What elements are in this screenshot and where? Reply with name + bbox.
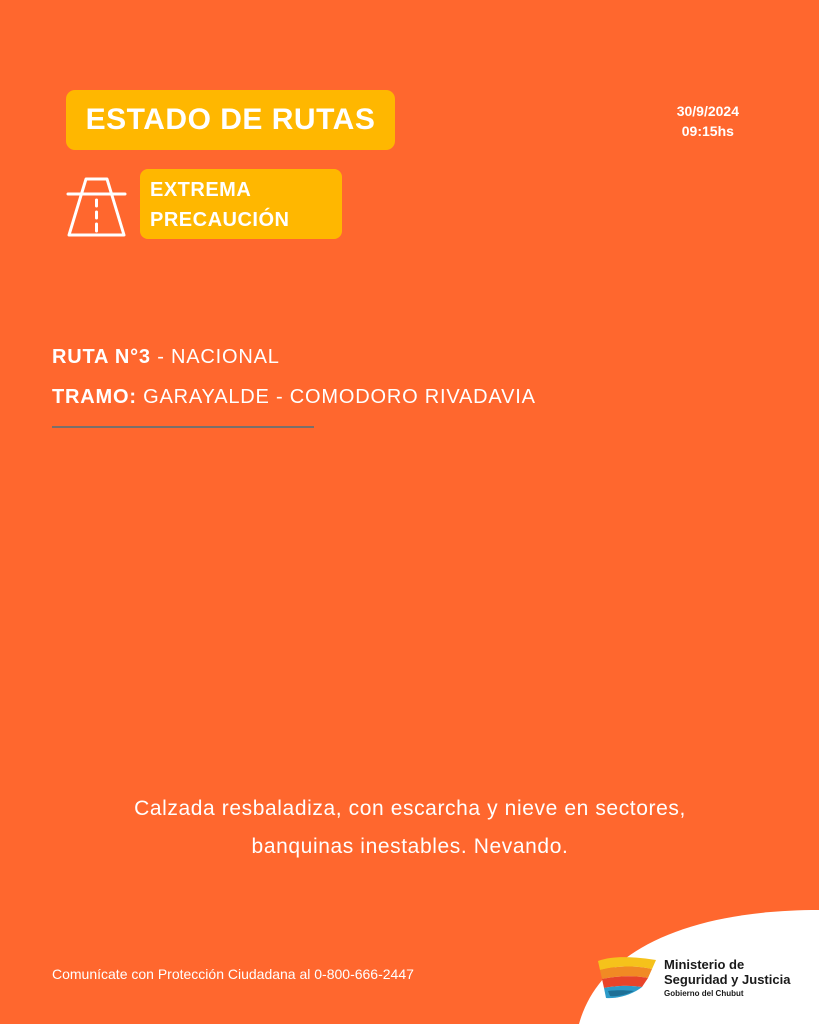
route-type: - NACIONAL (150, 346, 280, 368)
divider (52, 426, 314, 428)
section-label: TRAMO: (52, 386, 137, 408)
status-line-1: EXTREMA (150, 179, 252, 201)
status-line-2: PRECAUCIÓN (150, 209, 290, 231)
route-name (52, 346, 280, 369)
page-title-text: ESTADO DE RUTAS (85, 103, 376, 136)
status-badge (140, 169, 342, 239)
route-section (52, 386, 536, 409)
road-condition (40, 790, 780, 866)
section-value: GARAYALDE - COMODORO RIVADAVIA (136, 386, 536, 408)
report-time: 09:15hs (681, 123, 734, 139)
ministry-line-1: Ministerio de (664, 957, 745, 972)
condition-line-1: Calzada resbaladiza, con escarcha y nieve en sectores, (134, 797, 686, 820)
page-title (66, 90, 395, 150)
report-date: 30/9/2024 (676, 103, 739, 119)
government-name: Gobierno del Chubut (664, 989, 744, 998)
ministry-logo (664, 957, 790, 999)
contact-info: Comunícate con Protección Ciudadana al 0-800-666-2447 (52, 966, 414, 982)
ministry-line-2: Seguridad y Justicia (664, 972, 791, 987)
road-icon (66, 176, 127, 238)
chubut-logo-icon (596, 955, 658, 999)
route-label: RUTA N°3 (52, 346, 151, 368)
condition-line-2: banquinas inestables. Nevando. (251, 835, 569, 858)
report-datetime (677, 101, 739, 141)
